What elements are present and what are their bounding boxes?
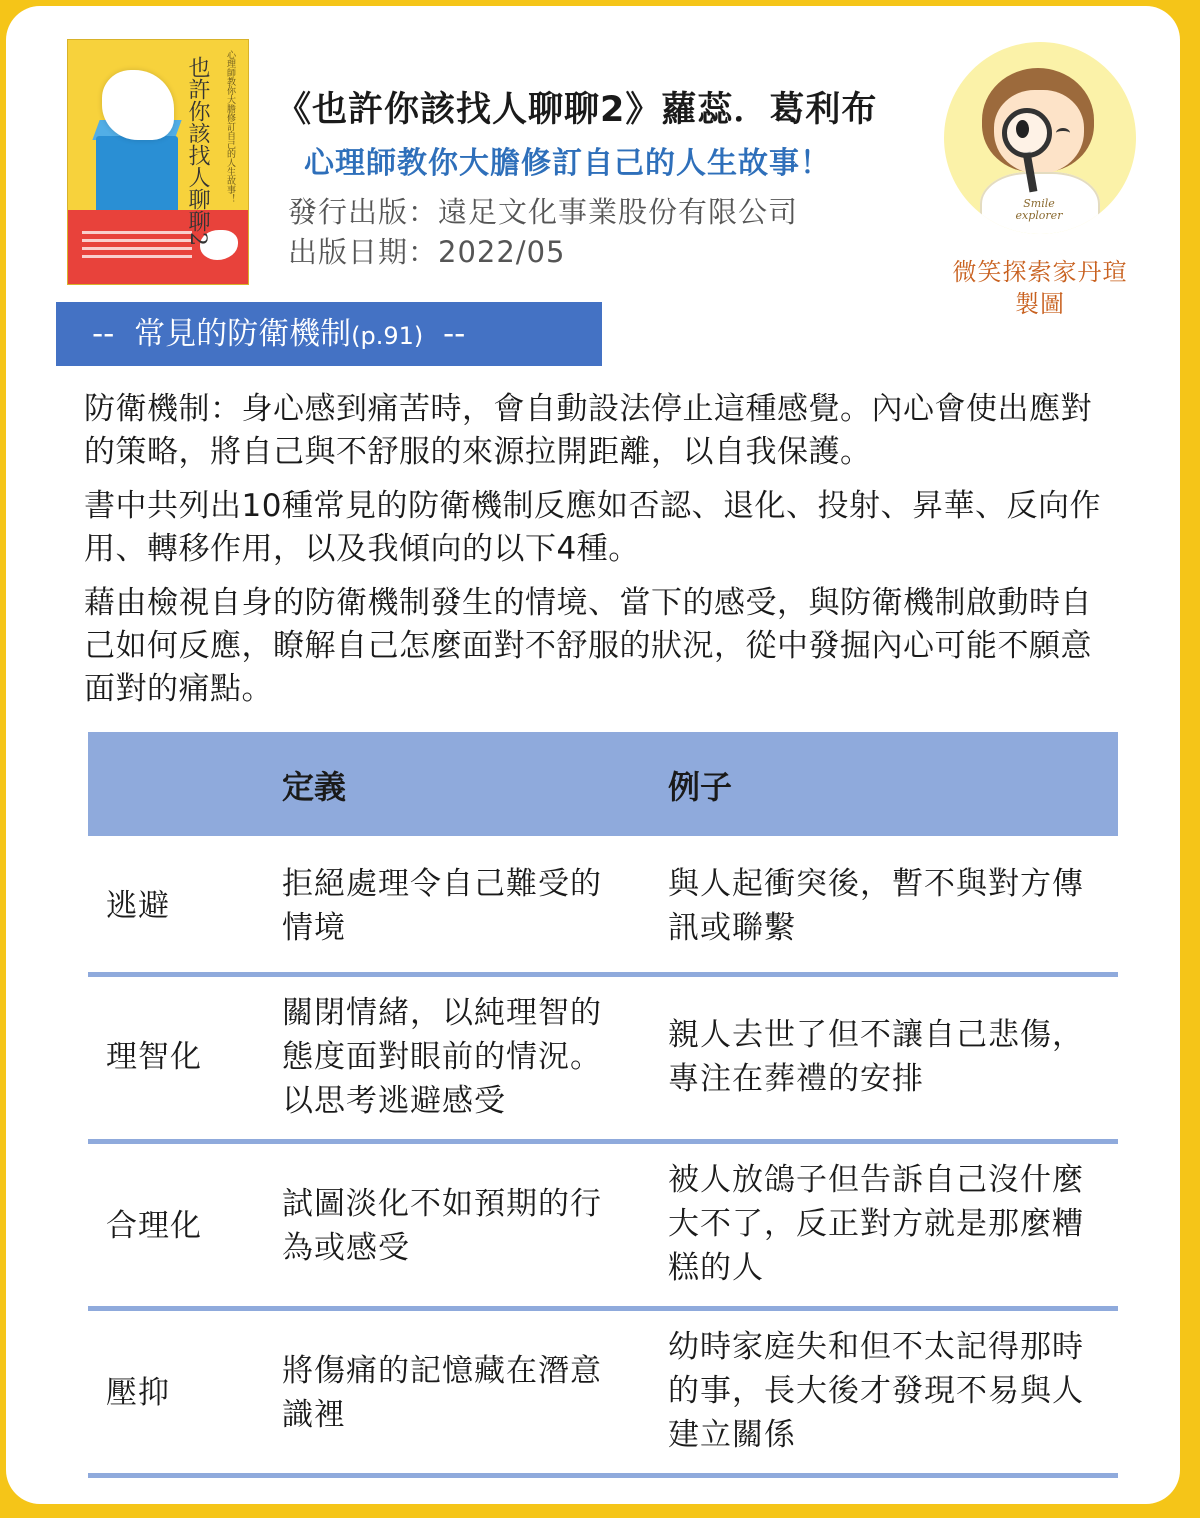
- row-definition: 關閉情緒，以純理智的態度面對眼前的情況。以思考逃避感受: [282, 995, 602, 1119]
- cover-subtitle: 心理師教你大膽修訂自己的人生故事！: [225, 50, 235, 203]
- row-example: 與人起衝突後，暫不與對方傳訊或聯繫: [668, 866, 1084, 946]
- mechanisms-table: [88, 732, 1118, 1478]
- row-example: 親人去世了但不讓自己悲傷，專注在葬禮的安排: [668, 1017, 1084, 1097]
- book-subtitle: 心理師教你大膽修訂自己的人生故事！: [304, 146, 831, 181]
- mascot-caption-line1: 微笑探索家丹瑄: [952, 258, 1128, 286]
- section-page-ref: (p.91): [351, 322, 424, 350]
- cover-blurb-lines: [82, 226, 192, 263]
- row-term: 合理化: [106, 1208, 202, 1244]
- table-header-definition: 定義: [282, 768, 347, 806]
- book-cover-image: [68, 40, 248, 284]
- mascot-shirt-text: Smile explorer: [1015, 197, 1063, 222]
- row-definition: 試圖淡化不如預期的行為或感受: [282, 1186, 602, 1266]
- section-title: 常見的防衛機制: [134, 316, 352, 352]
- row-term: 理智化: [106, 1039, 202, 1075]
- book-publish-date: 出版日期：2022/05: [288, 235, 566, 269]
- paragraph-purpose: 藉由檢視自身的防衛機制發生的情境、當下的感受，與防衛機制啟動時自己如何反應，瞭解自己怎麼面對不舒服的狀況，從中發掘內心可能不願意面對的痛點。: [84, 585, 1092, 707]
- cover-title: 也許你該找人聊聊2: [185, 56, 210, 246]
- banner-dash-left: --: [92, 316, 115, 352]
- mascot-caption-line2: 製圖: [1015, 290, 1065, 318]
- mascot-illustration: [944, 42, 1136, 234]
- mascot-caption: [906, 256, 1174, 320]
- table-header-example: 例子: [668, 768, 733, 806]
- table-row: [88, 1311, 1118, 1478]
- paragraph-list: 書中共列出10種常見的防衛機制反應如否認、退化、投射、昇華、反向作用、轉移作用，以及我傾向的以下4種。: [84, 488, 1101, 567]
- book-title: 《也許你該找人聊聊2》蘿蕊．葛利布: [276, 90, 878, 130]
- row-term: 逃避: [106, 888, 170, 924]
- row-definition: 將傷痛的記憶藏在潛意識裡: [282, 1353, 602, 1433]
- tissue-paper: [102, 70, 174, 140]
- paragraph-definition: 防衛機制：身心感到痛苦時，會自動設法停止這種感覺。內心會使出應對的策略，將自己與不舒服的來源拉開距離，以自我保護。: [84, 391, 1092, 470]
- table-row: [88, 1144, 1118, 1311]
- row-definition: 拒絕處理令自己難受的情境: [282, 866, 602, 946]
- table-row: [88, 977, 1118, 1144]
- banner-dash-right: --: [442, 316, 466, 352]
- row-example: 被人放鴿子但告訴自己沒什麼大不了，反正對方就是那麼糟糕的人: [668, 1162, 1084, 1286]
- mascot-wink: [1056, 128, 1070, 138]
- table-row: [88, 836, 1118, 977]
- book-publisher: 發行出版：遠足文化事業股份有限公司: [288, 195, 799, 229]
- row-term: 壓抑: [106, 1375, 170, 1411]
- infographic-card: [6, 6, 1180, 1504]
- row-example: 幼時家庭失和但不太記得那時的事，長大後才發現不易與人建立關係: [668, 1329, 1084, 1453]
- section-banner: [56, 302, 602, 366]
- mascot-eye: [1016, 120, 1029, 138]
- table-header-row: [88, 732, 1118, 836]
